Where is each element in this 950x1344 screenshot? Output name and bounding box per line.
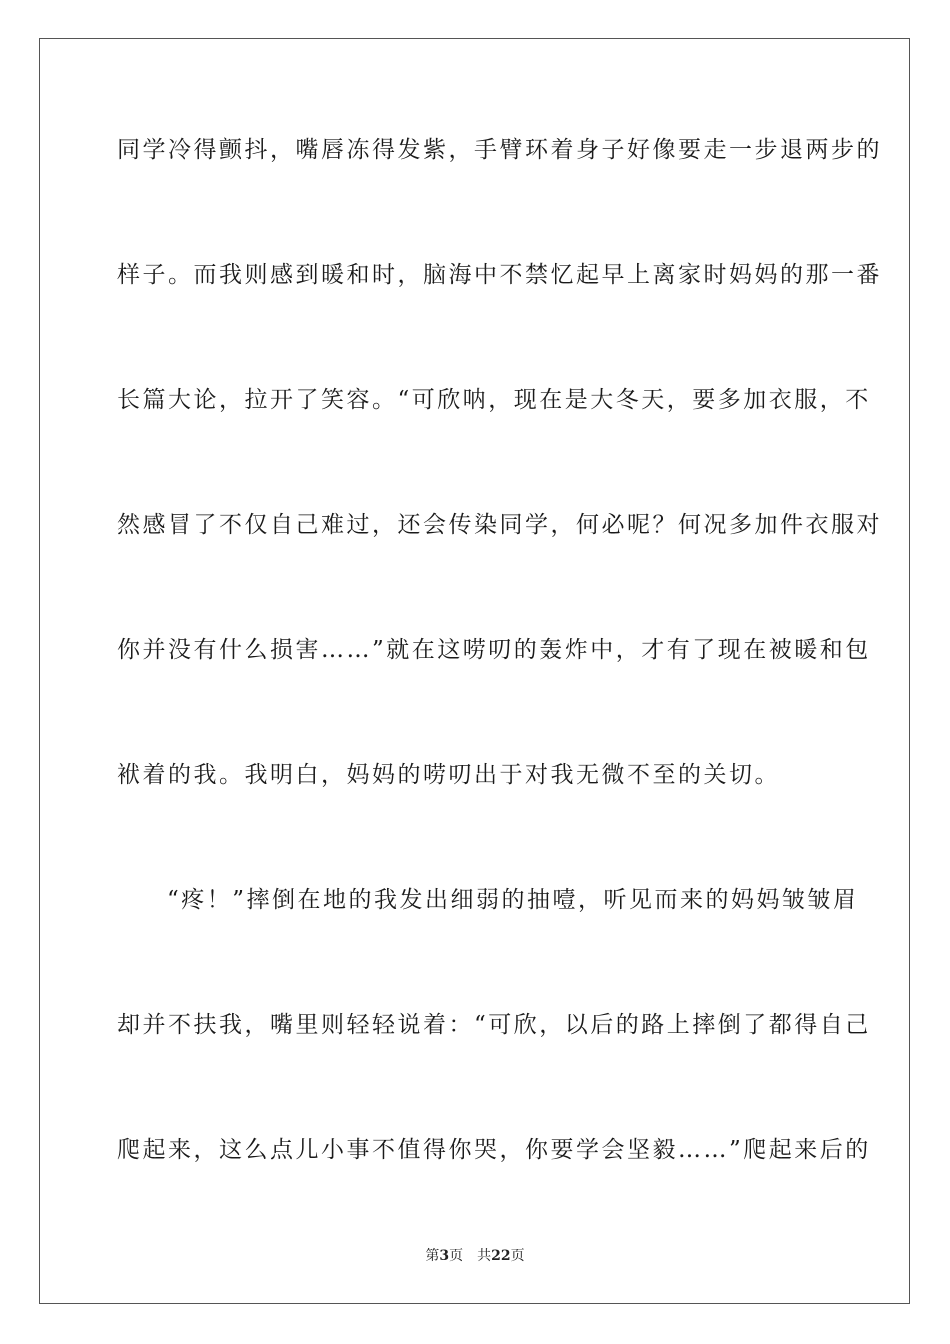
page-prefix: 第 <box>425 1248 440 1264</box>
body-text-line: 然感冒了不仅自己难过，还会传染同学，何必呢？何况多加件衣服对 <box>117 512 882 538</box>
body-text-line: 你并没有什么损害……”就在这唠叨的轰炸中，才有了现在被暖和包 <box>117 637 871 663</box>
body-text-line: 却并不扶我，嘴里则轻轻说着：“可欣，以后的路上摔倒了都得自己 <box>117 1012 871 1038</box>
page-footer <box>0 1247 950 1265</box>
body-text-line: 样子。而我则感到暖和时，脑海中不禁忆起早上离家时妈妈的那一番 <box>117 262 882 288</box>
page-number: 3 <box>439 1248 450 1264</box>
body-text-line: 袱着的我。我明白，妈妈的唠叨出于对我无微不至的关切。 <box>117 762 780 788</box>
total-pages: 22 <box>491 1248 511 1264</box>
body-text-line: 长篇大论，拉开了笑容。“可欣呐，现在是大冬天，要多加衣服，不 <box>117 387 871 413</box>
total-prefix: 共 <box>477 1248 492 1264</box>
body-text-line: 爬起来，这么点儿小事不值得你哭，你要学会坚毅……”爬起来后的 <box>117 1137 871 1163</box>
total-suffix: 页 <box>510 1248 525 1264</box>
paragraph-first-line: “疼！”摔倒在地的我发出细弱的抽噎，听见而来的妈妈皱皱眉 <box>167 887 859 913</box>
body-text-line: 同学冷得颤抖，嘴唇冻得发紫，手臂环着身子好像要走一步退两步的 <box>117 137 882 163</box>
page-suffix: 页 <box>449 1248 464 1264</box>
page-border <box>39 38 910 1304</box>
